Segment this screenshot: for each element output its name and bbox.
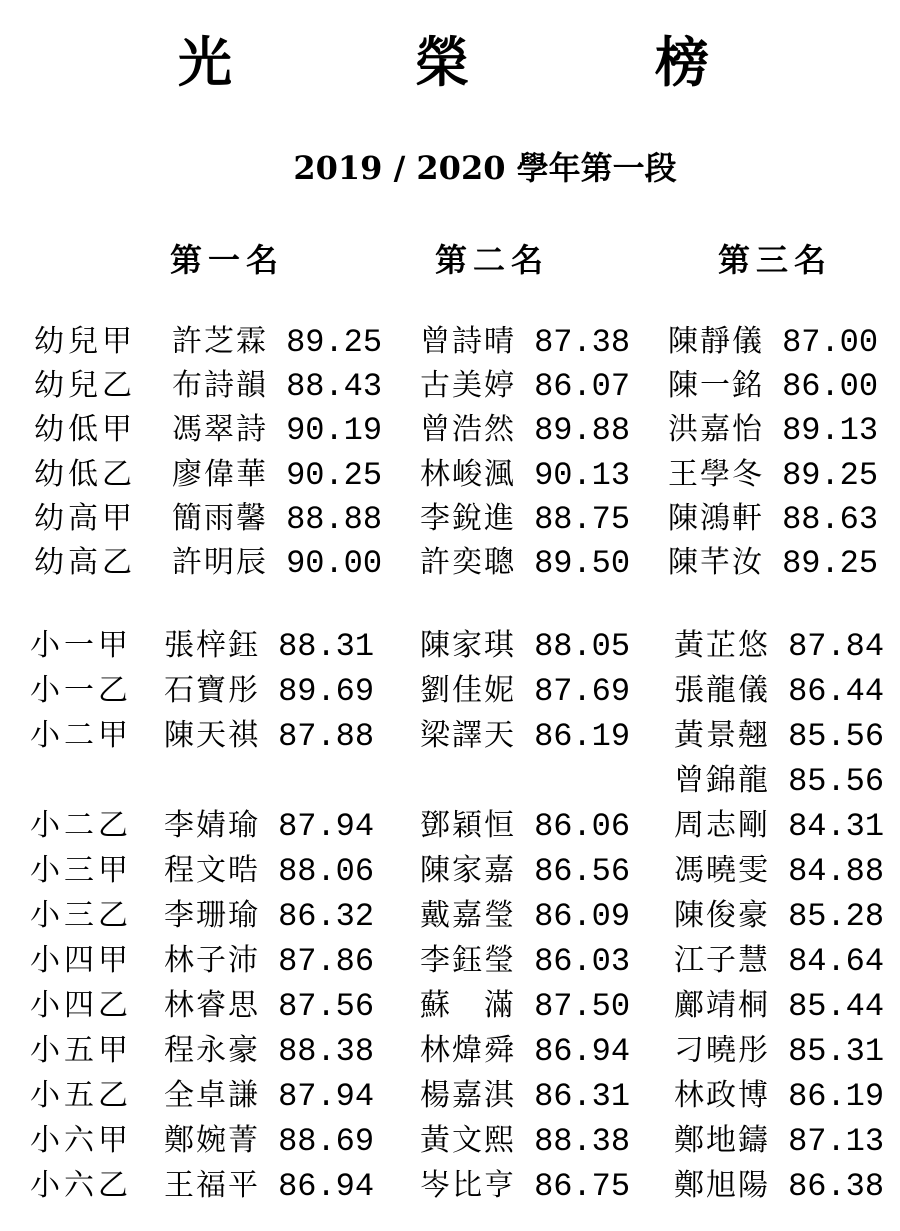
header-second-place: 第二名	[435, 241, 550, 279]
student-name: 戴嘉瑩	[420, 898, 516, 933]
first-place-entry	[164, 671, 374, 712]
student-name: 劉佳妮	[420, 673, 516, 708]
student-score: 85.44	[788, 988, 885, 1025]
student-score: 84.88	[788, 853, 885, 890]
student-name: 馮曉雯	[674, 853, 770, 888]
title-char-1: 光	[178, 30, 232, 94]
class-name: 幼低甲	[34, 412, 136, 448]
second-place-entry	[420, 1121, 630, 1162]
class-name: 幼兒甲	[34, 324, 136, 359]
class-name: 小四甲	[30, 943, 132, 978]
student-score: 90.25	[286, 456, 383, 494]
third-place-entry	[674, 851, 884, 892]
header-third-place: 第三名	[718, 241, 833, 279]
second-place-entry	[420, 851, 630, 892]
student-name: 周志剛	[674, 808, 770, 843]
student-name: 曾浩然	[420, 412, 516, 448]
third-place-entry	[674, 671, 884, 712]
second-place-entry	[420, 896, 630, 937]
student-score: 86.07	[534, 368, 631, 406]
student-score: 88.06	[278, 853, 375, 890]
second-place-entry	[420, 941, 630, 982]
first-place-entry	[164, 1031, 374, 1072]
student-name: 程文晧	[164, 853, 260, 888]
student-name: 黃景翹	[674, 718, 770, 753]
student-score: 86.75	[534, 1168, 631, 1205]
third-place-entry	[668, 543, 878, 584]
class-name: 小六乙	[30, 1168, 132, 1203]
student-name: 石寶彤	[164, 673, 260, 708]
second-place-entry	[420, 366, 630, 407]
student-score: 86.19	[788, 1078, 885, 1115]
student-name: 鄺靖桐	[674, 988, 770, 1023]
student-score: 88.63	[782, 500, 879, 538]
student-name: 曾詩晴	[420, 324, 516, 359]
student-score: 89.13	[782, 412, 879, 450]
second-place-entry	[420, 806, 630, 847]
student-name: 王學冬	[668, 456, 764, 492]
student-score: 88.43	[286, 368, 383, 406]
first-place-entry	[172, 410, 382, 451]
second-place-entry	[420, 322, 630, 363]
student-name: 李銳進	[420, 500, 516, 536]
student-score: 86.19	[534, 718, 631, 755]
class-name: 幼低乙	[34, 456, 136, 492]
third-place-entry	[674, 941, 884, 982]
student-score: 86.94	[278, 1168, 375, 1205]
class-name: 小一甲	[30, 628, 132, 663]
student-score: 90.00	[286, 545, 383, 582]
student-name: 李婧瑜	[164, 808, 260, 843]
first-place-entry	[164, 1076, 374, 1117]
student-score: 86.38	[788, 1168, 885, 1205]
student-score: 86.44	[788, 673, 885, 710]
student-score: 87.88	[278, 718, 375, 755]
student-score: 88.31	[278, 628, 375, 665]
student-name: 刁曉彤	[674, 1033, 770, 1068]
student-score: 86.03	[534, 943, 631, 980]
student-score: 89.25	[782, 545, 879, 582]
third-place-entry	[668, 366, 878, 407]
first-place-entry	[164, 896, 374, 937]
class-name: 小一乙	[30, 673, 132, 708]
title-char-2: 榮	[415, 30, 469, 94]
second-place-entry	[420, 671, 630, 712]
third-place-entry	[674, 986, 884, 1027]
class-name: 小五乙	[30, 1078, 132, 1113]
student-score: 89.50	[534, 545, 631, 582]
student-name: 李珊瑜	[164, 898, 260, 933]
second-place-entry	[420, 410, 630, 451]
title-char-3: 榜	[655, 30, 709, 94]
student-score: 86.32	[278, 898, 375, 935]
student-score: 87.00	[782, 324, 879, 361]
student-score: 87.86	[278, 943, 375, 980]
student-score: 88.69	[278, 1123, 375, 1160]
student-name: 鄭地鑄	[674, 1123, 770, 1158]
student-name: 鄭旭陽	[674, 1168, 770, 1203]
student-score: 87.94	[278, 808, 375, 845]
student-name: 許明辰	[172, 545, 268, 580]
third-place-entry	[668, 455, 878, 496]
student-name: 李鈺瑩	[420, 943, 516, 978]
second-place-entry	[420, 455, 630, 496]
student-name: 岑比亨	[420, 1168, 516, 1203]
first-place-entry	[164, 626, 374, 667]
second-place-entry	[420, 1166, 630, 1207]
first-place-entry	[164, 941, 374, 982]
student-name: 陳一銘	[668, 368, 764, 404]
student-score: 85.56	[788, 718, 885, 755]
student-score: 88.88	[286, 500, 383, 538]
student-score: 87.50	[534, 988, 631, 1025]
third-place-entry	[674, 806, 884, 847]
student-score: 89.25	[286, 324, 383, 361]
student-name: 陳芊汝	[668, 545, 764, 580]
third-place-entry	[674, 1166, 884, 1207]
student-score: 89.69	[278, 673, 375, 710]
student-name: 鄧穎恒	[420, 808, 516, 843]
second-place-entry	[420, 543, 630, 584]
class-name: 小四乙	[30, 988, 132, 1023]
second-place-entry	[420, 499, 630, 540]
class-name: 小三甲	[30, 853, 132, 888]
student-name: 林子沛	[164, 943, 260, 978]
student-score: 87.69	[534, 673, 631, 710]
student-score: 88.38	[534, 1123, 631, 1160]
first-place-entry	[172, 322, 382, 363]
student-name: 廖偉華	[172, 456, 268, 492]
student-name: 馮翠詩	[172, 412, 268, 448]
student-score: 85.31	[788, 1033, 885, 1070]
student-score: 87.56	[278, 988, 375, 1025]
second-place-entry	[420, 626, 630, 667]
class-name: 小二甲	[30, 718, 132, 753]
student-name: 陳鴻軒	[668, 500, 764, 536]
page-title	[0, 30, 900, 94]
student-name: 古美婷	[420, 368, 516, 404]
class-name: 小二乙	[30, 808, 132, 843]
student-name: 陳家嘉	[420, 853, 516, 888]
student-name: 江子慧	[674, 943, 770, 978]
third-place-entry	[674, 1031, 884, 1072]
second-place-entry	[420, 1031, 630, 1072]
student-score: 85.56	[788, 763, 885, 800]
student-score: 86.00	[782, 368, 879, 406]
first-place-entry	[172, 499, 382, 540]
class-name: 小三乙	[30, 898, 132, 933]
first-place-entry	[172, 543, 382, 584]
student-score: 88.75	[534, 500, 631, 538]
student-name: 全卓謙	[164, 1078, 260, 1113]
student-name: 梁譯天	[420, 718, 516, 753]
student-name: 張龍儀	[674, 673, 770, 708]
student-name: 楊嘉淇	[420, 1078, 516, 1113]
first-place-entry	[164, 1166, 374, 1207]
student-score: 84.64	[788, 943, 885, 980]
third-place-entry	[668, 499, 878, 540]
student-name: 程永豪	[164, 1033, 260, 1068]
student-score: 89.25	[782, 456, 879, 494]
second-place-entry	[420, 986, 630, 1027]
first-place-entry	[172, 455, 382, 496]
second-place-entry	[420, 716, 630, 757]
student-score: 88.05	[534, 628, 631, 665]
third-place-entry	[674, 1076, 884, 1117]
first-place-entry	[164, 716, 374, 757]
student-name: 簡雨馨	[172, 500, 268, 536]
student-score: 86.31	[534, 1078, 631, 1115]
student-name: 王福平	[164, 1168, 260, 1203]
student-score: 87.38	[534, 324, 631, 361]
third-place-entry	[668, 322, 878, 363]
student-name: 蘇 滿	[420, 988, 516, 1023]
student-name: 林睿思	[164, 988, 260, 1023]
student-name: 林政博	[674, 1078, 770, 1113]
class-name: 幼高乙	[34, 545, 136, 580]
student-name: 鄭婉菁	[164, 1123, 260, 1158]
student-score: 86.94	[534, 1033, 631, 1070]
student-score: 90.13	[534, 456, 631, 494]
student-name: 洪嘉怡	[668, 412, 764, 448]
third-place-entry	[674, 761, 884, 802]
third-place-entry	[668, 410, 878, 451]
first-place-entry	[164, 851, 374, 892]
student-name: 許芝霖	[172, 324, 268, 359]
third-place-entry	[674, 1121, 884, 1162]
class-name: 幼兒乙	[34, 368, 136, 404]
student-name: 布詩韻	[172, 368, 268, 404]
student-score: 89.88	[534, 412, 631, 450]
class-name: 小五甲	[30, 1033, 132, 1068]
student-name: 林煒舜	[420, 1033, 516, 1068]
second-place-entry	[420, 1076, 630, 1117]
student-score: 87.13	[788, 1123, 885, 1160]
student-name: 林峻渢	[420, 456, 516, 492]
student-name: 黃文熙	[420, 1123, 516, 1158]
student-score: 87.84	[788, 628, 885, 665]
student-score: 88.38	[278, 1033, 375, 1070]
student-name: 曾錦龍	[674, 763, 770, 798]
third-place-entry	[674, 896, 884, 937]
student-score: 84.31	[788, 808, 885, 845]
class-name: 幼高甲	[34, 500, 136, 536]
header-first-place: 第一名	[170, 241, 285, 279]
student-score: 86.56	[534, 853, 631, 890]
student-name: 張梓鈺	[164, 628, 260, 663]
student-name: 陳俊豪	[674, 898, 770, 933]
student-name: 陳靜儀	[668, 324, 764, 359]
student-score: 87.94	[278, 1078, 375, 1115]
student-score: 85.28	[788, 898, 885, 935]
third-place-entry	[674, 626, 884, 667]
first-place-entry	[172, 366, 382, 407]
first-place-entry	[164, 986, 374, 1027]
student-score: 90.19	[286, 412, 383, 450]
class-name: 小六甲	[30, 1123, 132, 1158]
student-name: 陳家琪	[420, 628, 516, 663]
student-name: 許奕聰	[420, 545, 516, 580]
first-place-entry	[164, 1121, 374, 1162]
student-score: 86.06	[534, 808, 631, 845]
third-place-entry	[674, 716, 884, 757]
student-name: 陳天祺	[164, 718, 260, 753]
student-name: 黃芷悠	[674, 628, 770, 663]
page-subtitle: 2019 / 2020 學年第一段	[293, 149, 677, 187]
first-place-entry	[164, 806, 374, 847]
student-score: 86.09	[534, 898, 631, 935]
